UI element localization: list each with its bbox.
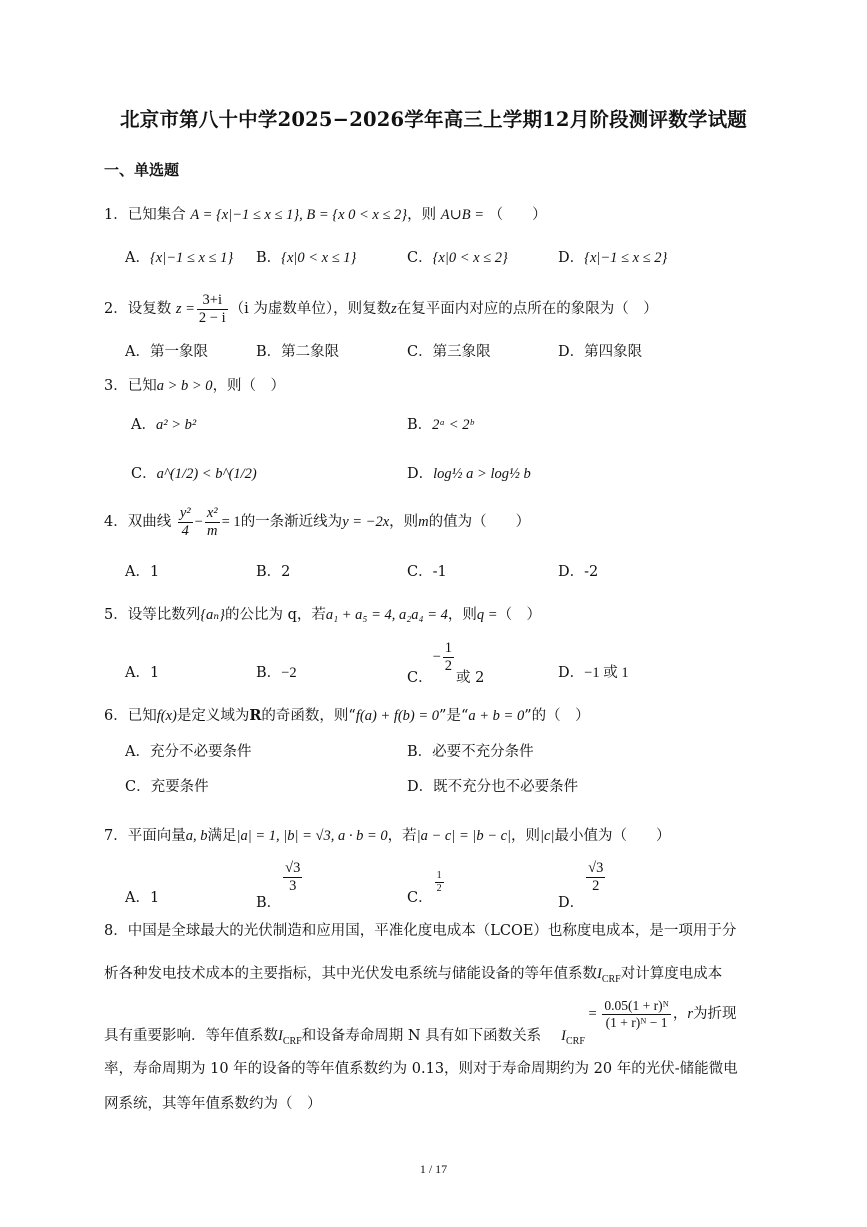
q2-option-d[interactable]: D．第四象限 xyxy=(558,344,643,360)
question-8-line-4: 率，寿命周期为 10 年的设备的等年值系数约为 0.13，则对于寿命周期约为 20 年的光伏-储能微电 xyxy=(104,1061,738,1077)
q4-option-b[interactable]: B．2 xyxy=(256,564,291,580)
section-heading: 一、单选题 xyxy=(104,161,180,179)
question-7: 7．平面向量a, b满足|a| = 1, |b| = √3, a · b = 0，若|a − c| = |b − c|，则|c|最小值为（ ） xyxy=(104,828,671,844)
q2-option-b[interactable]: B．第二象限 xyxy=(256,344,340,360)
q4-option-a[interactable]: A．1 xyxy=(125,564,160,580)
question-1: 1．已知集合 A = {x|−1 ≤ x ≤ 1}, B = {x 0 < x ≤ 2}，则 A∪B = （ ） xyxy=(104,207,547,223)
q3-option-b[interactable]: B．2ᵃ < 2ᵇ xyxy=(407,417,474,433)
question-8-line-2: 析各种发电技术成本的主要指标，其中光伏发电系统与储能设备的等年值系数$I_{CRF}$对计算度电成本 xyxy=(104,966,723,985)
q1-option-b[interactable]: B．{x|0 < x ≤ 1} xyxy=(256,250,357,266)
q5-option-d[interactable]: D．−1 或 1 xyxy=(558,665,629,681)
page-number: 1 / 17 xyxy=(419,1162,448,1176)
question-8-line-3: 具有重要影响．等年值系数$I_{CRF}$和设备寿命周期 N 具有如下函数关系 $I_{CRF}$ = $\frac{\text{0.05(1 + r)ᴺ}}{\text{(1 + r)ᴺ − 1}}$ ，r为折现 xyxy=(104,998,737,1048)
q2-option-c[interactable]: C．第三象限 xyxy=(407,344,491,360)
q1-option-d[interactable]: D．{x|−1 ≤ x ≤ 2} xyxy=(558,250,668,266)
q3-option-a[interactable]: A．a² > b² xyxy=(131,417,197,433)
q5-option-b[interactable]: B．−2 xyxy=(256,665,297,681)
question-8-line-5: 网系统，其等年值系数约为（ ） xyxy=(104,1096,322,1112)
q7-option-a[interactable]: A．1 xyxy=(125,890,160,906)
q5-option-c[interactable]: C．− $\frac{1}{2}$ 或 2 xyxy=(407,640,485,687)
q3-option-c[interactable]: C．a^(1/2) < b^(1/2) xyxy=(131,466,257,482)
q7-option-c[interactable]: C． $\frac{1}{2}$ xyxy=(407,870,442,906)
q2-option-a[interactable]: A．第一象限 xyxy=(125,344,208,360)
q4-option-c[interactable]: C．-1 xyxy=(407,564,447,580)
q4-option-d[interactable]: D．-2 xyxy=(558,564,599,580)
page-title: 北京市第八十中学2025−2026学年高三上学期12月阶段测评数学试题 xyxy=(119,108,748,131)
question-4: 4．双曲线 $\frac{\text{y²}}{4}$ − $\frac{\text{x²}}{m}$ = 1的一条渐近线为y = −2x，则m的值为（ ） xyxy=(104,505,531,539)
q7-option-d[interactable]: D． $\frac{√3}{2}$ xyxy=(558,860,604,912)
question-2: 2．设复数 z = $\frac{3+i}{2 - i}$ （i 为虚数单位），则复数z在复平面内对应的点所在的象限为（ ） xyxy=(104,292,658,326)
question-8-line-1: 8．中国是全球最大的光伏制造和应用国，平准化度电成本（LCOE）也称度电成本，是一项用于分 xyxy=(104,923,737,939)
question-3: 3．已知a > b > 0，则（ ） xyxy=(104,378,286,394)
q1-option-a[interactable]: A．{x|−1 ≤ x ≤ 1} xyxy=(125,250,234,266)
q6-option-a[interactable]: A．充分不必要条件 xyxy=(125,744,252,760)
question-6: 6．已知f(x)是定义域为R的奇函数，则“f(a) + f(b) = 0”是“a + b = 0”的（ ） xyxy=(104,707,590,724)
question-5: 5．设等比数列{aₙ}的公比为 q，若a₁ + a₅ = 4, a₂a₄ = 4，则q =（ ） xyxy=(104,607,542,623)
q1-option-c[interactable]: C．{x|0 < x ≤ 2} xyxy=(407,250,508,266)
q6-option-d[interactable]: D．既不充分也不必要条件 xyxy=(407,779,579,795)
q7-option-b[interactable]: B． $\frac{√3}{3}$ xyxy=(256,860,301,912)
q3-option-d[interactable]: D．log½ a > log½ b xyxy=(407,466,531,482)
q6-option-b[interactable]: B．必要不充分条件 xyxy=(407,744,534,760)
q6-option-c[interactable]: C．充要条件 xyxy=(125,779,209,795)
q5-option-a[interactable]: A．1 xyxy=(125,665,160,681)
